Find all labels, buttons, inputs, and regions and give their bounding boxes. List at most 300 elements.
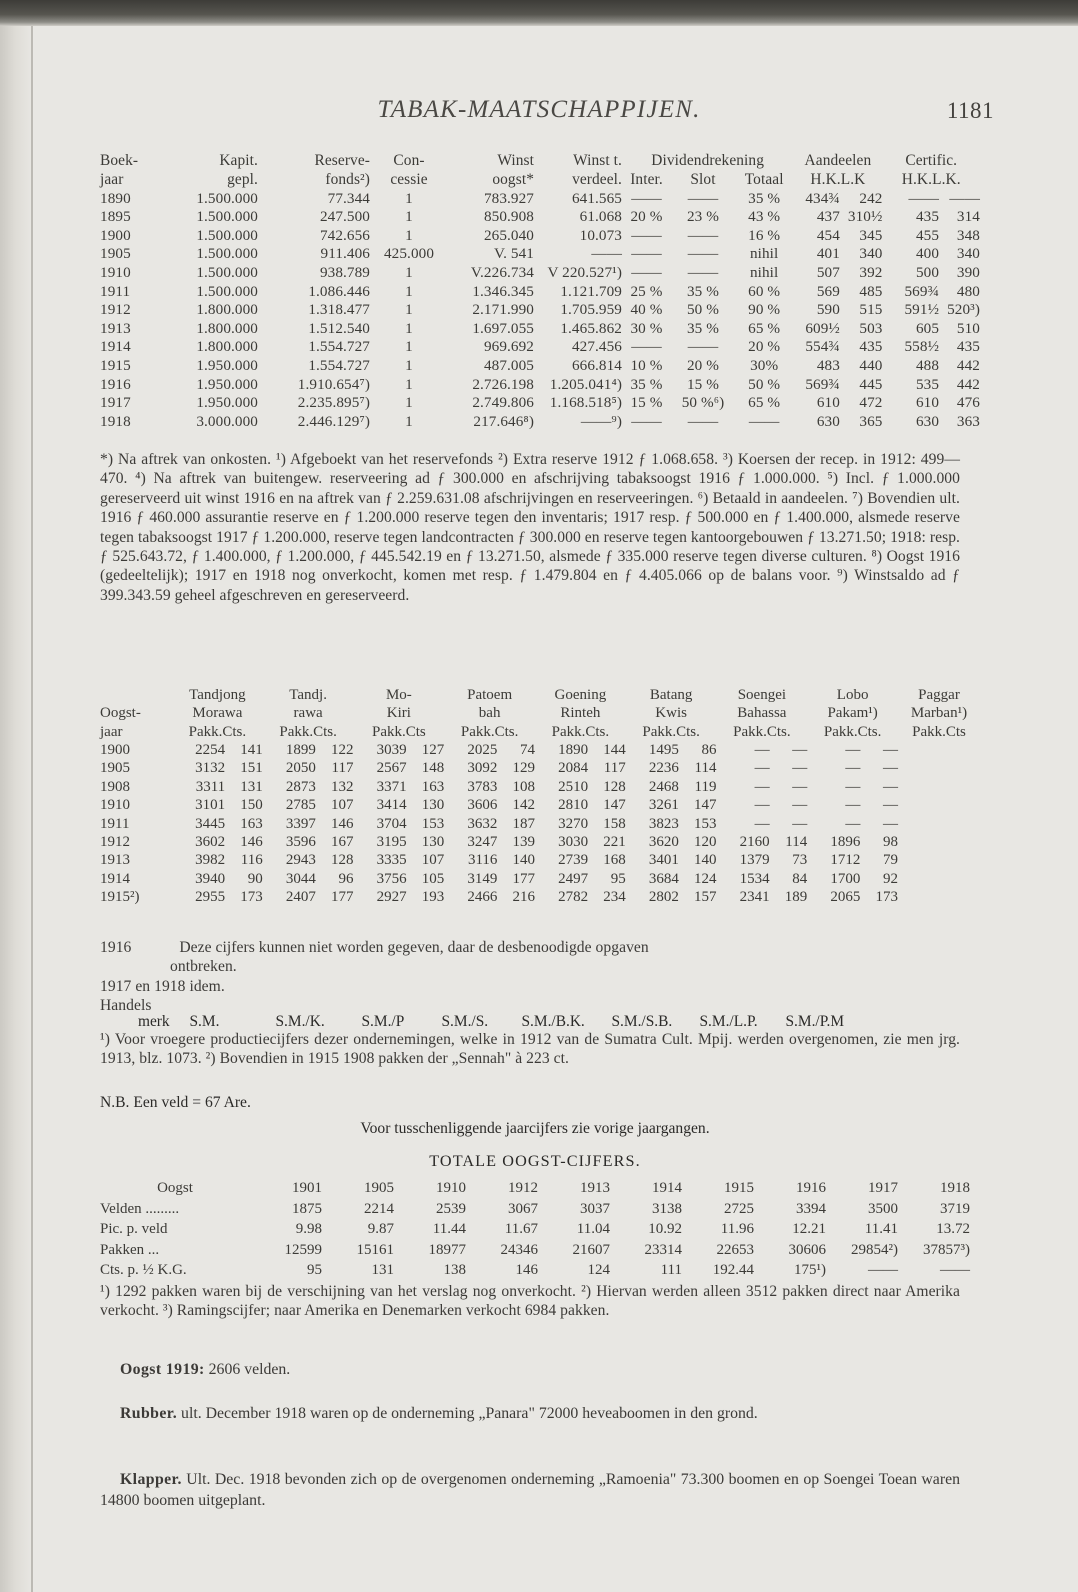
cell-pakken: 3602 [195,833,226,850]
cell-aandeelen-h: 507 [816,263,840,281]
cell-certific-k: 390 [956,263,980,281]
cell-concessie: 1 [405,301,413,319]
cell-aandeelen-k: 242 [859,189,883,207]
cell-kapit: 1.950.000 [196,375,258,393]
page-title: TABAK-MAATSCHAPPIJEN. [377,96,701,123]
th-estate-7-l2: Pakam¹) [827,705,878,722]
cell-oogstjaar: 1913 [100,852,130,869]
cell-cts: — [883,815,898,832]
cell-cts: 108 [512,778,535,795]
cell-aandeelen-h: 401 [816,245,840,263]
cell-cts: 173 [240,889,263,906]
cell-concessie: 1 [405,263,413,281]
table-row [100,1240,970,1261]
cell-cts: — [883,797,898,814]
table-row [100,815,980,833]
cell-pakken: — [845,778,861,795]
nb-subnote: Voor tusschenliggende jaarcijfers zie vorige jaargangen. [360,1120,710,1137]
cell-cts: — [883,778,898,795]
cell-cts: 167 [331,833,354,850]
cell-aandeelen-k: 392 [859,263,883,281]
cell-totals-value-4: 3037 [580,1200,610,1217]
cell-cts: 153 [421,815,445,832]
cell-reservefonds: 77.344 [327,189,370,207]
cell-kapit: 1.500.000 [196,189,258,207]
cell-cts: 130 [421,833,445,850]
cell-reservefonds: 938.789 [319,263,370,281]
cell-pakken: 3044 [285,870,316,887]
cell-cts: 86 [701,741,717,758]
cell-dividend-totaal: 90 % [748,301,781,319]
cell-cts: 150 [240,797,263,814]
cell-pakken: — [754,741,770,758]
estate-header-row-1 [100,686,980,704]
th-estate-1-l2: rawa [293,705,323,722]
cell-certific-k: 510 [956,319,980,337]
cell-dividend-inter: 15 % [630,394,663,412]
cell-cts: 187 [512,815,535,832]
cell-reservefonds: 1.086.446 [308,282,370,300]
table-row [100,376,980,395]
cell-certific-k: 435 [956,338,980,356]
cell-dividend-inter: 20 % [630,208,663,226]
cell-pakken: 3445 [195,815,226,832]
cell-oogstjaar: 1908 [100,778,130,795]
cell-pakken: 2407 [285,889,316,906]
th-estate-6-units: Pakk.Cts. [733,723,791,740]
cell-kapit: 1.500.000 [196,245,258,263]
cell-certific-h: 605 [915,319,940,337]
totals-table-footnotes: ¹) 1292 pakken waren bij de verschijning van het verslag nog onverkocht. ²) Hiervan werden alleen 3512 pakken direct naar Amerika verkocht. ³) Ramingscijfer; naar Amerika en Denemarken verkocht 6984 pakken. [100,1283,960,1320]
cell-certific-h: —— [908,189,940,207]
cell-totals-value-8: 29854²) [851,1241,898,1258]
cell-pakken: — [754,760,770,777]
th-winstverdeel-l2: verdeel. [572,170,622,188]
note-1916-line [100,938,970,957]
rubber-label: Rubber. [120,1405,178,1422]
cell-certific-h: 630 [915,412,940,430]
cell-boekjaar: 1916 [100,375,131,393]
cell-oogstjaar: 1914 [100,870,130,887]
cell-totals-value-9: 37857³) [923,1241,970,1258]
cell-pakken: 3704 [376,815,407,832]
cell-kapit: 3.000.000 [196,412,258,430]
table-row [100,851,980,869]
cell-cts: 141 [240,741,263,758]
cell-certific-k: 340 [956,245,980,263]
cell-winst-oogst: 487.005 [483,356,534,374]
cell-pakken: 3823 [648,815,679,832]
th-estate-0-units: Pakk.Cts. [188,723,247,740]
cell-certific-k: 348 [956,226,980,244]
cell-pakken: 3783 [467,778,498,795]
table-row [100,413,980,432]
cell-pakken: 1896 [830,833,861,850]
cell-pakken: 2160 [739,833,770,850]
cell-pakken: 3092 [467,760,498,777]
cell-pakken: 3261 [648,797,679,814]
cell-certific-h: 610 [915,394,940,412]
cell-cts: 157 [694,889,717,906]
cell-winst-oogst: 969.692 [483,338,534,356]
oogst-1919-text: 2606 velden. [204,1361,291,1378]
th-estate-6-l1: Soengei [737,687,787,703]
cell-pakken: 2084 [558,760,589,777]
cell-dividend-slot: 50 % [686,301,720,319]
cell-certific-k: 520³) [947,301,980,319]
cell-certific-k: —— [949,189,980,207]
estate-production-grid [100,686,980,907]
cell-totals-value-1: 131 [371,1262,394,1278]
cell-cts: 120 [694,833,717,850]
financial-table-footnotes: *) Na aftrek van onkosten. ¹) Afgeboekt van het reservefonds ²) Extra reserve 1912 ƒ 1.068.658. ³) Koersen der recep. in 1912: 499—470. ⁴) Na aftrek van buitengew. reserveering ad ƒ 300.000 en afschrijving tabaksoogst 1916 ƒ 1.000.000. ⁵) Incl. ƒ 1.000.000 gereserveerd uit winst 1916 en na aftrek van ƒ 2.259.631.08 afschrijvingen en reserveeringen. ⁶) Betaald in aandeelen. ⁷) Bovendien ult. 1916 ƒ 460.000 assurantie reserve en ƒ 1.200.000 reserve tegen den inventaris; 1917 resp. ƒ 500.000 en ƒ 1.400.000, alsmede reserve tegen tabaksoogst 1917 ƒ 1.200.000, reserve tegen landcontracten ƒ 300.000 en reserve tegen kantoorgebouwen ƒ 13.271.50; 1918: resp. ƒ 525.643.72, ƒ 1.400.000, ƒ 1.200.000, ƒ 445.542.19 en ƒ 13.271.50, alsmede ƒ 335.000 reserve tegen diverse culturen. ⁸) Oogst 1916 (gedeeltelijk); 1917 en 1918 nog onverkocht, komen met resp. ƒ 1.479.804 en ƒ 4.405.066 op de balans voor. ⁹) Winstsaldo ad ƒ 399.343.59 geheel afgeschreven en gereserveerd. [100,451,960,604]
totals-table-grid [100,1178,970,1281]
cell-cts: 84 [792,870,808,887]
cell-dividend-inter: —— [631,245,662,263]
cell-dividend-totaal: 50 % [748,375,781,393]
cell-certific-h: 455 [915,226,940,244]
cell-cts: 147 [694,797,717,814]
cell-pakken: 2927 [376,889,407,906]
cell-dividend-slot: —— [687,189,719,207]
cell-dividend-slot: —— [687,412,719,430]
merk-2: S.M./P [361,1013,405,1030]
cell-aandeelen-h: 454 [816,226,840,244]
cell-certific-k: 476 [956,394,980,412]
cell-oogstjaar: 1911 [100,815,130,832]
cell-aandeelen-k: 515 [859,301,883,319]
table-row [100,833,980,851]
cell-concessie: 425.000 [383,245,435,263]
cell-kapit: 1.500.000 [196,263,258,281]
cell-totals-value-0: 12599 [284,1241,322,1258]
cell-pakken: 2739 [558,852,589,869]
cell-dividend-inter: —— [631,263,662,281]
cell-cts: 96 [338,870,354,887]
cell-pakken: 2510 [558,778,589,795]
cell-certific-h: 435 [915,208,940,226]
cell-pakken: 2025 [467,741,498,758]
cell-pakken: 2943 [285,852,316,869]
cell-totals-value-7: 3394 [796,1200,826,1217]
cell-pakken: 3335 [376,852,407,869]
cell-certific-h: 500 [915,263,940,281]
rubber-text: ult. December 1918 waren op de onderneming „Panara" 72000 heveaboomen in den grond. [177,1405,758,1422]
cell-totals-value-0: 95 [307,1262,322,1278]
cell-pakken: 3101 [195,797,226,814]
cell-aandeelen-h: 483 [816,356,840,374]
cell-cts: 98 [883,833,898,850]
cell-dividend-inter: —— [631,338,662,356]
cell-certific-k: 314 [956,208,980,226]
cell-cts: 74 [520,741,535,758]
cell-totals-value-1: 2214 [364,1200,394,1217]
cell-cts: 148 [421,760,445,777]
cell-pakken: 3371 [376,778,407,795]
cell-pakken: 2254 [195,741,226,758]
cell-totals-value-9: 3719 [940,1200,970,1217]
cell-totals-value-5: 111 [660,1262,682,1278]
th-estate-8-l2: Marban¹) [910,705,968,722]
table-row [100,227,980,246]
cell-pakken: 2468 [648,778,679,795]
cell-winst-oogst: 265.040 [483,226,534,244]
merk-7: S.M./P.M [785,1013,845,1030]
cell-pakken: 3940 [195,870,226,887]
th-certific-l1: Certific. [905,152,958,169]
cell-pakken: 2050 [285,760,316,777]
cell-winst-oogst: 1.346.345 [472,282,534,300]
cell-cts: 92 [883,870,898,887]
cell-boekjaar: 1900 [100,226,131,244]
cell-cts: 158 [603,815,626,832]
table-row [100,338,980,357]
cell-certific-k: 363 [956,412,980,430]
cell-aandeelen-h: 554¾ [805,338,840,356]
cell-totals-value-2: 2539 [436,1200,466,1217]
cell-winst-verdeel: 10.073 [579,226,622,244]
th-estate-1-units: Pakk.Cts. [279,723,337,740]
cell-pakken: 3270 [558,815,589,832]
cell-cts: 144 [603,741,626,758]
cell-dividend-totaal: —— [748,412,780,430]
cell-totals-value-5: 10.92 [648,1221,682,1237]
cell-cts: — [883,741,898,758]
cell-kapit: 1.500.000 [196,282,258,300]
cell-concessie: 1 [405,282,413,300]
cell-pakken: 3030 [558,833,589,850]
cell-totals-value-4: 11.04 [576,1221,610,1237]
th-estate-2-l1: Mo- [385,687,412,703]
cell-boekjaar: 1917 [100,394,131,412]
cell-certific-h: 558½ [904,338,940,356]
cell-cts: 177 [331,889,354,906]
cell-kapit: 1.800.000 [196,301,258,319]
table-row [100,394,980,413]
cell-reservefonds: 2.235.895⁷) [297,394,370,412]
cell-boekjaar: 1912 [100,301,131,319]
cell-boekjaar: 1895 [100,208,131,226]
totals-table [100,1178,980,1281]
estate-table-notes [100,938,970,1016]
cell-reservefonds: 247.500 [319,208,370,226]
cell-kapit: 1.500.000 [196,226,258,244]
cell-cts: 107 [421,852,445,869]
cell-dividend-totaal: 20 % [748,338,781,356]
cell-totals-value-3: 3067 [508,1200,538,1217]
cell-cts: 114 [694,760,717,777]
table-row [100,1219,970,1240]
cell-cts: 117 [331,760,354,777]
cell-cts: 130 [421,797,445,814]
note-1916-year: 1916 [100,939,132,956]
cell-dividend-slot: —— [687,226,719,244]
handelsmerk-row [100,1012,970,1031]
table-row [100,245,980,264]
cell-cts: 193 [421,889,445,906]
table-row [100,888,980,906]
table-row [100,190,980,209]
th-aandeelen-l1: Aandeelen [804,152,872,169]
handels-label: Handels [100,997,152,1015]
table-row [100,283,980,302]
cell-cts: — [792,760,808,777]
cell-pakken: — [845,815,861,832]
cell-dividend-slot: 35 % [686,282,720,300]
cell-pakken: 3620 [648,833,679,850]
cell-aandeelen-k: 472 [859,394,883,412]
estate-header-row-2 [100,704,980,722]
th-reserve-l2: fonds²) [325,170,370,188]
cell-dividend-slot: 20 % [686,356,720,374]
cell-cts: 168 [603,852,626,869]
cell-totals-value-6: 11.96 [720,1221,754,1237]
cell-pakken: 3414 [376,797,407,814]
cell-concessie: 1 [405,189,413,207]
th-totals-year-3: 1912 [508,1180,538,1196]
cell-cts: 146 [240,833,263,850]
th-estate-3-units: Pakk.Cts. [460,723,519,740]
cell-certific-k: 480 [956,282,980,300]
cell-pakken: — [754,778,770,795]
estate-header-row-3 [100,723,980,741]
cell-winst-oogst: 2.171.990 [472,301,534,319]
th-totals-year-5: 1914 [652,1180,682,1196]
financial-table-grid [100,152,980,431]
oogst-1919-label: Oogst 1919: [120,1361,205,1378]
cell-winst-verdeel: 1.168.518⁵) [549,394,622,412]
cell-totals-value-0: 9.98 [295,1221,322,1237]
merk-0: S.M. [189,1013,220,1030]
cell-pakken: 1379 [739,852,770,869]
cell-pakken: 3149 [467,870,498,887]
th-totals-year-2: 1910 [436,1180,466,1196]
cell-pakken: 2466 [467,889,498,906]
cell-certific-h: 400 [915,245,940,263]
cell-aandeelen-h: 434¾ [805,189,840,207]
cell-cts: 107 [331,797,354,814]
th-estate-0-l2: Morawa [192,705,243,722]
cell-pakken: 2955 [195,889,226,906]
cell-aandeelen-h: 630 [816,412,840,430]
cell-cts: 151 [240,760,263,777]
th-estate-7-units: Pakk.Cts. [823,723,882,740]
cell-totals-value-9: —— [940,1262,970,1278]
cell-cts: 95 [610,870,626,887]
cell-winst-verdeel: 641.565 [571,189,622,207]
cell-totals-value-2: 18977 [428,1241,466,1258]
cell-pakken: 2341 [739,889,770,906]
cell-dividend-slot: —— [687,245,719,263]
cell-boekjaar: 1913 [100,319,131,337]
cell-dividend-inter: —— [631,412,662,430]
th-totals-stub: Oogst [157,1180,193,1196]
cell-pakken: 2567 [376,760,407,777]
cell-dividend-slot: 35 % [686,319,720,337]
th-estate-0-l1: Tandjong [189,687,246,703]
cell-totals-value-5: 3138 [652,1200,682,1217]
cell-pakken: 1890 [558,741,589,758]
cell-aandeelen-k: 435 [859,338,883,356]
cell-dividend-totaal: 65 % [748,319,781,337]
cell-oogstjaar: 1910 [100,797,130,814]
cell-pakken: — [845,797,861,814]
cell-reservefonds: 2.446.129⁷) [297,412,370,430]
th-totals-year-1: 1905 [364,1180,394,1196]
financial-table-body [100,190,980,432]
th-totals-year-8: 1917 [868,1180,898,1196]
th-totals-year-9: 1918 [940,1180,970,1196]
cell-pakken: 2065 [830,889,861,906]
cell-totals-label: Pakken ... [100,1241,160,1258]
cell-cts: 73 [792,852,808,869]
cell-pakken: 3606 [467,797,498,814]
note-1917-line: 1917 en 1918 idem. [100,977,225,995]
cell-aandeelen-h: 609½ [805,319,840,337]
totals-table-body [100,1199,970,1281]
cell-totals-value-6: 2725 [724,1200,754,1217]
cell-totals-value-4: 124 [587,1262,610,1278]
cell-cts: 140 [512,852,535,869]
cell-aandeelen-h: 569¾ [805,375,840,393]
cell-pakken: 2873 [285,778,316,795]
cell-cts: 114 [785,833,808,850]
cell-dividend-slot: —— [687,263,719,281]
cell-winst-verdeel: 666.814 [571,356,622,374]
cell-dividend-slot: —— [687,338,719,356]
cell-cts: 79 [883,852,898,869]
cell-totals-value-1: 15161 [356,1241,394,1258]
cell-totals-value-3: 146 [515,1262,538,1278]
cell-pakken: — [845,741,861,758]
cell-cts: 234 [603,889,626,906]
cell-kapit: 1.800.000 [196,319,258,337]
cell-totals-label: Pic. p. veld [100,1221,168,1237]
th-kapit-l1: Kapit. [219,152,258,169]
cell-winst-oogst: 1.697.055 [472,319,534,337]
estate-table-footnotes: ¹) Voor vroegere productiecijfers dezer ondernemingen, welke in 1912 van de Sumatra Cult. Mpij. werden overgenomen, zie men jrg. 1913, blz. 1073. ²) Bovendien in 1915 1908 pakken der „Sennah" à 223 ct. [100,1031,960,1068]
cell-aandeelen-h: 569 [816,282,840,300]
cell-boekjaar: 1905 [100,245,131,263]
th-inter: Inter. [630,170,663,188]
cell-dividend-totaal: 43 % [748,208,781,226]
cell-pakken: 3247 [467,833,498,850]
cell-boekjaar: 1911 [100,282,131,300]
cell-cts: 127 [421,741,445,758]
note-1916-text: Deze cijfers kunnen niet worden gegeven, daar de desbenoodigde opgaven [179,939,649,956]
financial-table-header-row-2 [100,171,980,190]
estate-production-table [100,686,980,907]
th-boekjaar-l2: jaar [100,170,124,188]
cell-pakken: 3311 [195,778,226,795]
cell-dividend-slot: 15 % [686,375,720,393]
th-kapit-l2: gepl. [227,170,258,188]
th-totals-year-7: 1916 [796,1180,826,1196]
cell-certific-h: 569¾ [904,282,940,300]
cell-cts: 177 [512,870,535,887]
cell-pakken: 3982 [195,852,226,869]
cell-pakken: 3132 [195,760,226,777]
cell-winst-verdeel: V 220.527¹) [547,263,622,281]
table-row [100,320,980,339]
th-estate-4-l1: Goening [554,687,607,703]
th-estate-5-units: Pakk.Cts. [642,723,700,740]
cell-certific-k: 442 [956,375,980,393]
cell-totals-value-3: 11.67 [504,1221,538,1237]
cell-pakken: 1899 [285,741,316,758]
th-estate-3-l1: Patoem [467,687,513,703]
cell-aandeelen-k: 340 [859,245,883,263]
